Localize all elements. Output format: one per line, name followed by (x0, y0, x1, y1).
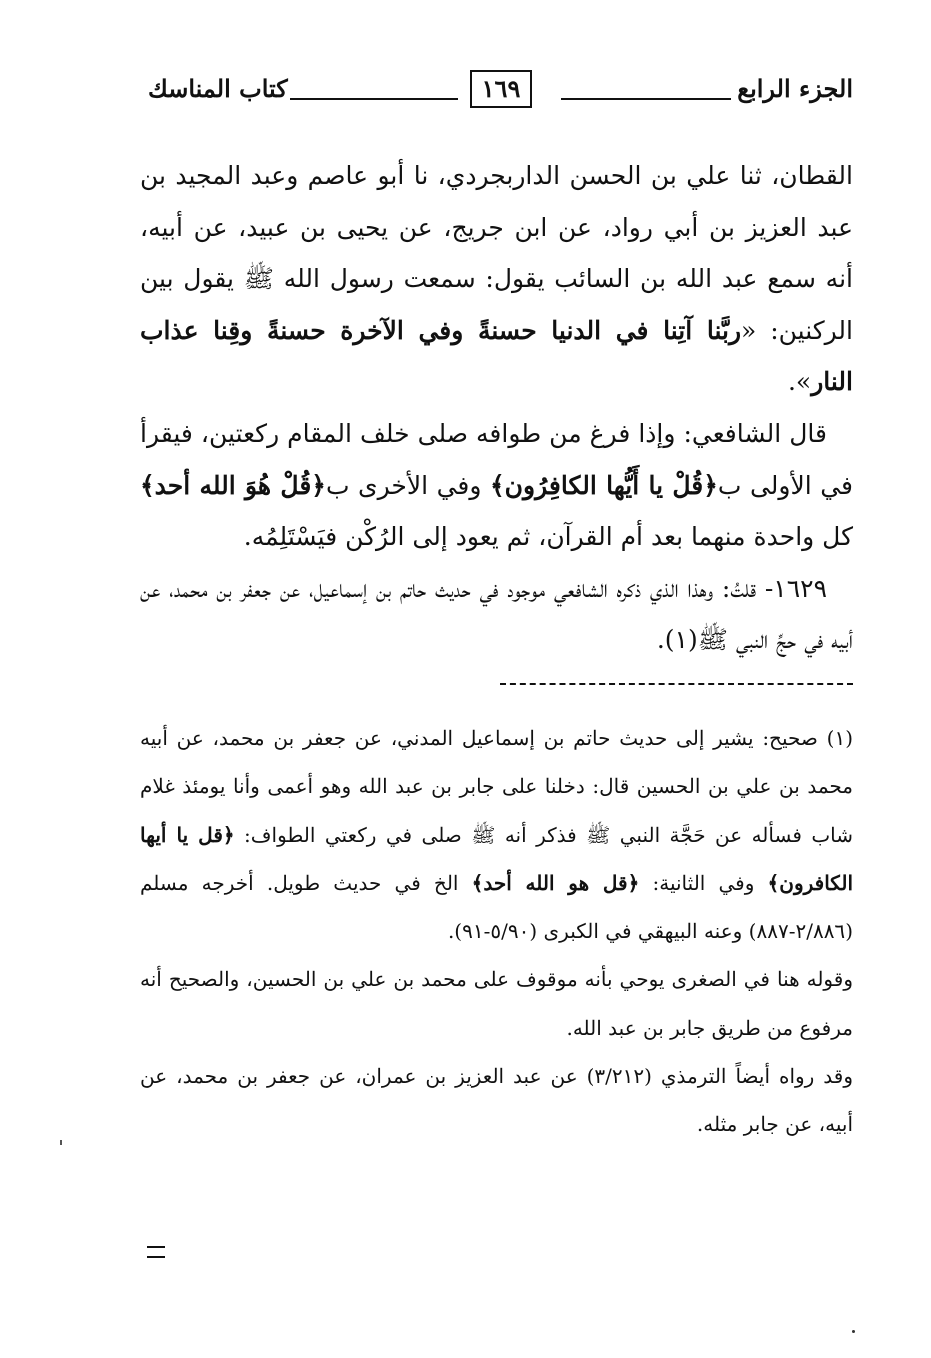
footnote-3: وقد رواه أيضاً الترمذي (٣/٢١٢) عن عبد العزيز بن عمران، عن جعفر بن محمد، عن أبيه، عن جابر مثله. (140, 1064, 854, 1137)
page-number: ١٦٩ (470, 70, 532, 108)
footnote-2: وقوله هنا في الصغرى يوحي بأنه موقوف على محمد بن علي بن الحسين، والصحيح أنه مرفوع من طريق جابر بن عبد الله. (140, 967, 853, 1040)
footnote-1 (140, 714, 853, 955)
end-mark (147, 1246, 165, 1258)
paragraph-3: ١٦٢٩- قلتُ: وهذا الذي ذكره الشافعي موجود في حديث حاتم بن إسماعيل، عن جعفر بن محمد، عن أبيه في حجِّ النبي ﷺ(١). (140, 573, 853, 655)
footnote-quote-kafirun: ﴿قل يا أيها الكافرون﴾ (140, 822, 853, 895)
paragraph-1 (140, 150, 853, 408)
book-title: كتاب المناسك (148, 74, 288, 103)
footnotes (140, 714, 853, 1149)
paragraph-2-text-a: قال الشافعي: وإذا فرغ من طوافه صلى خلف المقام ركعتين، فيقرأ في الأولى ب (140, 418, 854, 500)
quran-quote-kafirun: ﴿قُلْ يا أَيُّها الكافِرُون﴾ (490, 470, 718, 500)
footnote-divider (500, 683, 853, 685)
paragraph-2-text-b: وفي الأخرى ب (325, 470, 490, 500)
footnote-1-text-c: الخ في حديث طويل. أخرجه مسلم (٢/٨٨٦-٨٨٧) وعنه البيهقي في الكبرى (٥/٩٠-٩١). (140, 870, 853, 944)
header-rule-right (561, 98, 731, 100)
dua-quote: ربَّنا آتِنا في الدنيا حسنةً وفي الآخرة حسنةً وقِنا عذاب النار (140, 315, 853, 397)
scan-speck (60, 1140, 62, 1145)
paragraph-2-text-c: كل واحدة منهما بعد أم القرآن، ثم يعود إلى الرُكْن فيَسْتَلِمُه. (243, 522, 853, 552)
volume-title: الجزء الرابع (737, 74, 853, 103)
paragraph-1-end: ». (787, 367, 812, 397)
footnote-1-text-b: وفي الثانية: (639, 870, 768, 895)
paragraph-1-text: القطان، ثنا علي بن الحسن الداربجردي، نا أبو عاصم وعبد المجيد بن عبد العزيز بن أبي رواد، عن ابن جريج، عن يحيى بن عبيد، عن أبيه، أنه سمع عبد الله بن السائب يقول: سمعت رسول الله ﷺ يقول بين الركنين: « (140, 161, 853, 345)
quran-quote-ikhlas: ﴿قُلْ هُوَ الله أحد﴾ (140, 470, 326, 500)
running-header (148, 68, 853, 116)
paragraph-2 (140, 408, 853, 563)
main-text (140, 150, 853, 666)
footnote-quote-ikhlas: ﴿قل هو الله أحد﴾ (471, 870, 640, 895)
footnote-1-text-a: (١) صحيح: يشير إلى حديث حاتم بن إسماعيل المدني، عن جعفر بن محمد، عن أبيه محمد بن علي بن الحسين قال: دخلنا على جابر بن عبد الله وهو أعمى وأنا يومئذ غلام شاب فسأله عن حَجَّة النبي ﷺ فذكر أنه ﷺ صلى في ركعتي الطواف: (140, 726, 854, 847)
header-rule-left (290, 98, 458, 100)
scan-speck (852, 1330, 855, 1333)
